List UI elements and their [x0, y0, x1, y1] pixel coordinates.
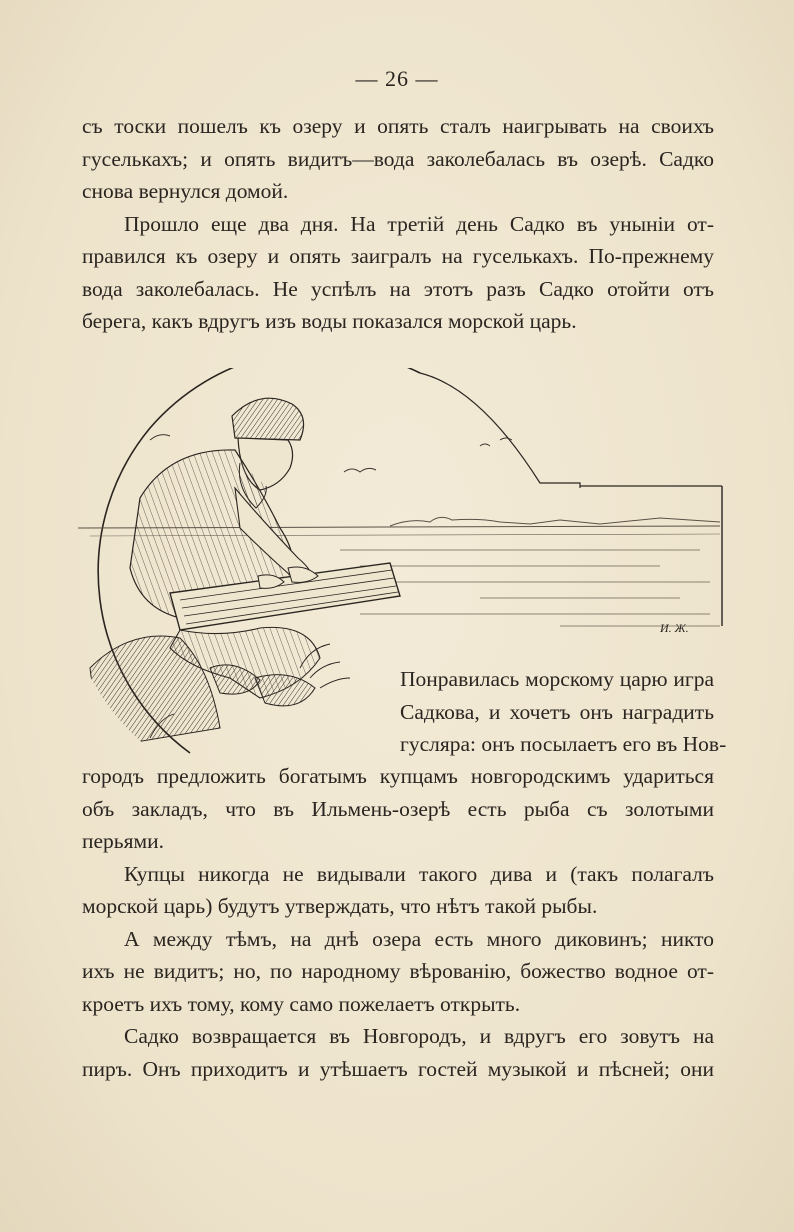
text-line: объ закладъ, что въ Ильмень-озерѣ есть рыба съ золотыми [82, 796, 714, 821]
text-line: гуселькахъ; и опять видитъ—вода заколебалась въ озерѣ. Садко [82, 146, 714, 171]
text-line: кроетъ ихъ тому, кому само пожелаетъ открыть. [82, 991, 521, 1016]
text-line: гусляра: онъ посылаетъ его въ Нов- [400, 732, 727, 756]
text-block-side [400, 663, 727, 761]
text-line: берега, какъ вдругъ изъ воды показался морской царь. [82, 309, 577, 333]
text-line: Купцы никогда не видывали такого дива и (такъ полагалъ [124, 861, 714, 886]
text-line: А между тѣмъ, на днѣ озера есть много диковинъ; никто [124, 926, 714, 951]
text-line: съ тоски пошелъ къ озеру и опять сталъ наигрывать на своихъ [82, 114, 714, 138]
artist-signature: И. Ж. [660, 621, 689, 635]
text-line: снова вернулся домой. [82, 179, 289, 203]
text-line: Прошло еще два дня. На третій день Садко въ уныніи от- [124, 211, 714, 236]
text-line: пиръ. Онъ приходитъ и утѣшаетъ гостей музыкой и пѣсней; они [82, 1056, 714, 1081]
text-line: городъ предложить богатымъ купцамъ новгородскимъ удариться [82, 764, 714, 788]
text-line: вода заколебалась. Не успѣлъ на этотъ разъ Садко отойти отъ [82, 276, 714, 301]
text-block-top [82, 110, 714, 338]
text-line: правился къ озеру и опять заигралъ на гуселькахъ. По-прежнему [82, 244, 714, 268]
text-line: Садко возвращается въ Новгородъ, и вдругъ его зовутъ на [124, 1024, 714, 1048]
text-line: Садкова, и хочетъ онъ наградить [400, 699, 714, 724]
text-line: перьями. [82, 829, 164, 853]
text-line: ихъ не видитъ; но, по народному вѣрованію, божество водное от- [82, 959, 714, 983]
page-number: — 26 — [355, 66, 439, 91]
text-line: морской царь) будутъ утверждать, что нѣтъ такой рыбы. [82, 894, 598, 918]
text-block-bottom [82, 760, 714, 1085]
text-line: Понравилась морскому царю игра [400, 667, 714, 691]
